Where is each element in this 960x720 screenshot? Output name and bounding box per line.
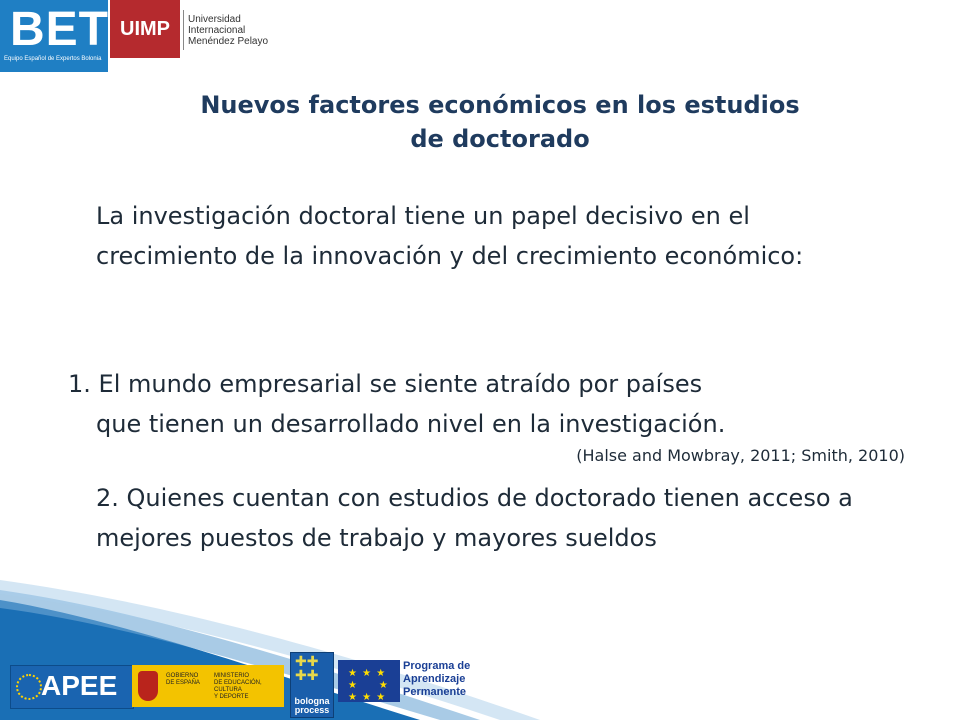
point-2: 2. Quienes cuentan con estudios de doctorado tienen acceso a mejores puestos de trabajo y mayores sueldos: [96, 484, 853, 552]
programa-line: Programa de: [403, 660, 471, 672]
bet-logo-text: BET: [10, 3, 109, 56]
uimp-name-line: Menéndez Pelayo: [188, 36, 269, 47]
gobierno-line: DE ESPAÑA: [166, 680, 200, 686]
programa-line: Permanente: [403, 686, 466, 698]
point-1-first-line: 1. El mundo empresarial se siente atraído por países: [68, 370, 703, 398]
bologna-line: process: [294, 705, 330, 715]
apee-logo-text: APEE: [41, 670, 118, 701]
logo-divider: [183, 10, 184, 50]
citation: (Halse and Mowbray, 2011; Smith, 2010): [576, 446, 905, 465]
gobierno-text: [166, 673, 200, 687]
slide-title-line2: de doctorado: [410, 125, 590, 153]
eu-stars-ring-icon: [16, 674, 42, 700]
eu-flag-logo: [338, 660, 400, 702]
uimp-name: [188, 14, 268, 47]
uimp-logo: UIMP: [110, 0, 180, 58]
programa-line: Aprendizaje: [403, 673, 466, 685]
slide-title: [170, 88, 830, 156]
ministerio-line: Y DEPORTE: [214, 694, 249, 700]
programa-aprendizaje-text: [403, 660, 470, 699]
ministerio-text: [214, 673, 284, 701]
bologna-text: [291, 697, 333, 715]
bet-logo: [0, 0, 108, 72]
uimp-name-line: Universidad: [188, 14, 241, 25]
spain-coat-of-arms-icon: [138, 671, 158, 701]
apee-logo: [10, 665, 134, 709]
bologna-stars-icon: ✚✚ ✚✚: [295, 654, 319, 684]
slide-title-line1: Nuevos factores económicos en los estudios: [200, 91, 800, 119]
bologna-process-logo: [290, 652, 334, 718]
gobierno-line: GOBIERNO: [166, 673, 199, 679]
bet-logo-subtitle: Equipo Español de Expertos Bolonia: [4, 56, 102, 62]
intro-paragraph: La investigación doctoral tiene un papel decisivo en el crecimiento de la innovación y del crecimiento económico:: [96, 202, 804, 270]
point-1: [68, 364, 898, 444]
eu-stars-icon: ★ ★ ★ ★ ★ ★ ★ ★: [348, 668, 389, 703]
ministerio-line: DE EDUCACIÓN, CULTURA: [214, 680, 262, 693]
point-1-continuation: que tienen un desarrollado nivel en la investigación.: [96, 410, 726, 438]
ministerio-line: MINISTERIO: [214, 673, 250, 679]
gobierno-logo: [132, 665, 284, 707]
uimp-name-line: Internacional: [188, 25, 246, 36]
bologna-line: bologna: [294, 696, 330, 706]
